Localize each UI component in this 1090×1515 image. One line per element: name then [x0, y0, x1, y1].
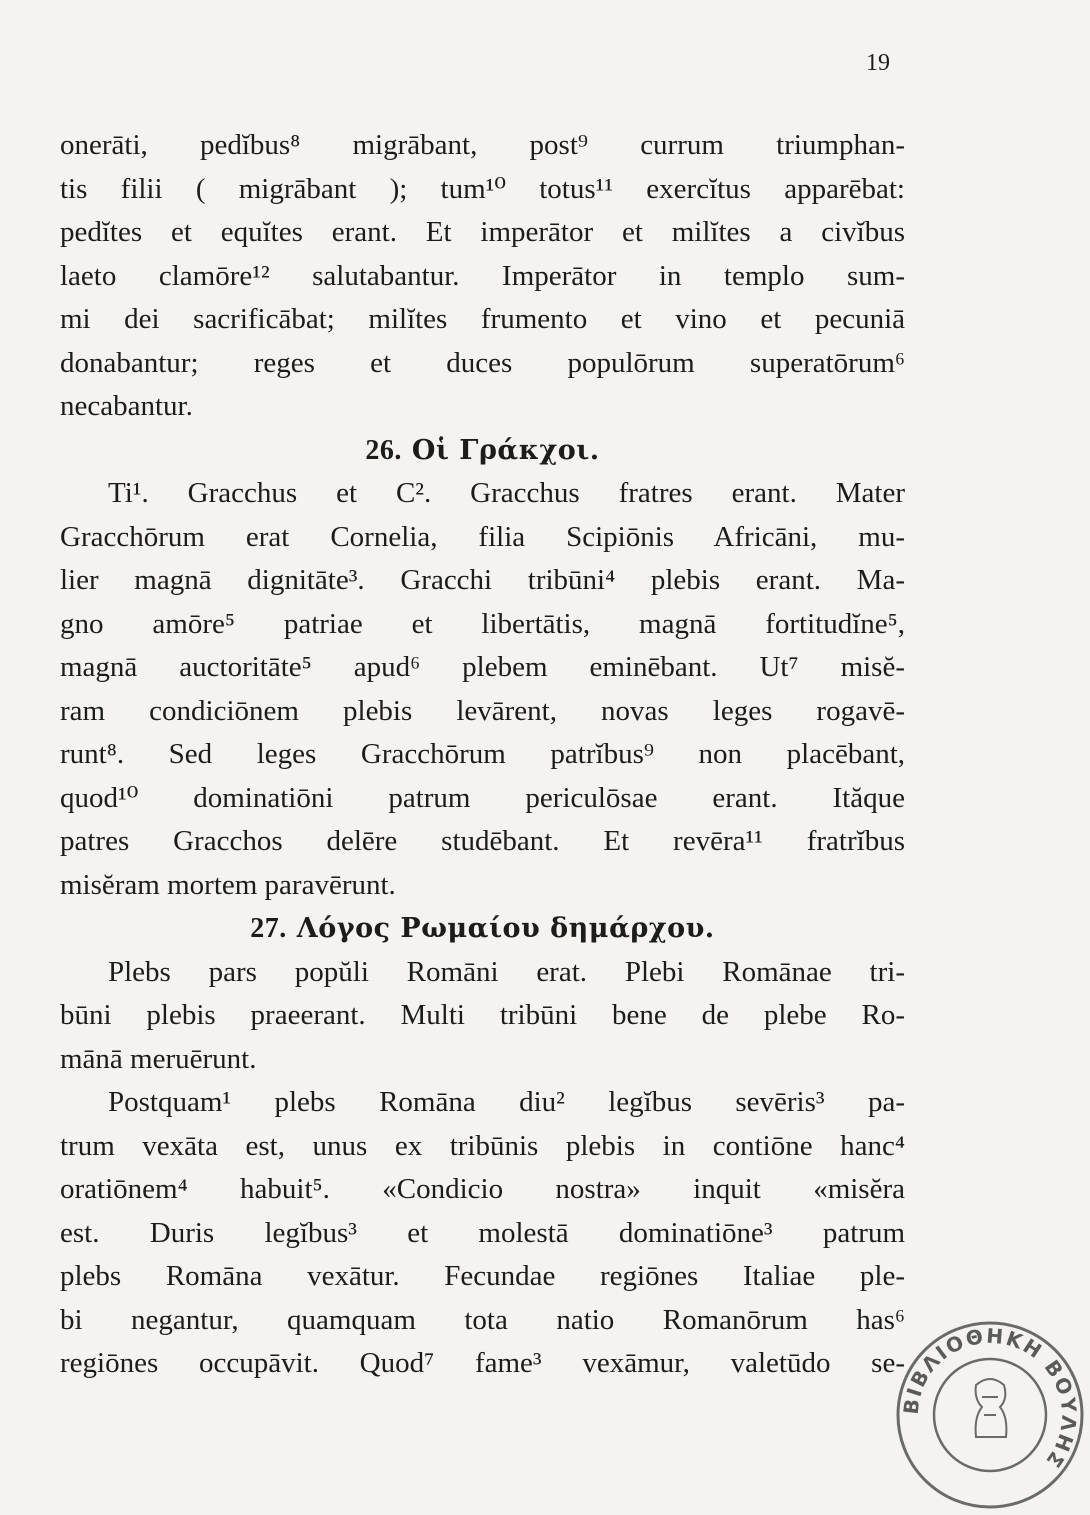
- section-title: Λόγος Ρωμαίου δημάρχου.: [296, 913, 715, 944]
- text-line: laeto clamōre¹² salutabantur. Imperātor in templo sum-: [60, 259, 905, 292]
- section-27-heading: [60, 907, 905, 951]
- text-line: plebs Romāna vexātur. Fecundae regiōnes Italiae ple-: [60, 1260, 905, 1292]
- text-line: patres Gracchos delēre studēbant. Et revēra¹¹ fratrĭbus: [60, 825, 905, 857]
- section-26-paragraph: [60, 472, 905, 907]
- text-line: Ti¹. Gracchus et C². Gracchus fratres erant. Mater: [108, 477, 905, 509]
- text-line: regiōnes occupāvit. Quod⁷ fame³ vexāmur, valetūdo se-: [60, 1347, 905, 1379]
- library-stamp-icon: [890, 1315, 1090, 1515]
- text-line: būni plebis praeerant. Multi tribūni bene de plebe Ro-: [60, 999, 905, 1031]
- text-block: [60, 124, 905, 1386]
- section-27-paragraph-2: [60, 1081, 905, 1386]
- text-line: Postquam¹ plebs Romāna diu² legĭbus sevēris³ pa-: [108, 1086, 905, 1118]
- text-line: lier magnā dignitāte³. Gracchi tribūni⁴ plebis erant. Ma-: [60, 564, 905, 596]
- text-line: runt⁸. Sed leges Gracchōrum patrĭbus⁹ non placēbant,: [60, 738, 905, 770]
- svg-text:ΒΙΒΛΙΟΘΗΚΗ ΒΟΥΛΗΣ: [899, 1324, 1082, 1474]
- text-line: ram condiciōnem plebis levārent, novas leges rogavē-: [60, 694, 905, 727]
- text-line: misĕram mortem paravērunt.: [60, 868, 396, 901]
- text-line: donabantur; reges et duces populōrum superatōrum⁶: [60, 346, 905, 379]
- text-line: Gracchōrum erat Cornelia, filia Scipiōnis Africāni, mu-: [60, 520, 905, 553]
- section-27-paragraph-1: [60, 951, 905, 1082]
- page-number: 19: [866, 50, 890, 76]
- text-line: mi dei sacrificābat; milĭtes frumento et vino et pecuniā: [60, 303, 905, 335]
- text-line: tis filii ( migrābant ); tum¹⁰ totus¹¹ exercĭtus apparēbat:: [60, 172, 905, 205]
- text-line: Plebs pars popŭli Romāni erat. Plebi Romānae tri-: [108, 955, 905, 988]
- text-line: pedĭtes et equĭtes erant. Et imperātor et milĭtes a civĭbus: [60, 216, 905, 248]
- section-number: 26.: [365, 434, 402, 466]
- text-line: est. Duris legĭbus³ et molestā dominatiōne³ patrum: [60, 1216, 905, 1249]
- text-line: trum vexāta est, unus ex tribūnis plebis in contiōne hanc⁴: [60, 1129, 905, 1162]
- text-line: bi negantur, quamquam tota natio Romanōrum has⁶: [60, 1303, 905, 1336]
- text-line: gno amōre⁵ patriae et libertātis, magnā fortitudĭne⁵,: [60, 607, 905, 640]
- text-line: mānā meruērunt.: [60, 1042, 257, 1075]
- section-26-heading: [60, 429, 905, 473]
- text-line: oratiōnem⁴ habuit⁵. «Condicio nostra» inquit «misĕra: [60, 1173, 905, 1205]
- text-line: magnā auctoritāte⁵ apud⁶ plebem eminēbant. Ut⁷ misĕ-: [60, 651, 905, 683]
- text-line: quod¹⁰ dominatiōni patrum periculōsae erant. Ităque: [60, 781, 905, 814]
- section-title: Οἱ Γράκχοι.: [411, 434, 600, 466]
- stamp-text: ΒΙΒΛΙΟΘΗΚΗ ΒΟΥΛΗΣ: [898, 1323, 1082, 1474]
- section-number: 27.: [250, 913, 287, 944]
- intro-paragraph: [60, 124, 905, 429]
- text-line: onerāti, pedĭbus⁸ migrābant, post⁹ currum triumphan-: [60, 129, 905, 161]
- text-line: necabantur.: [60, 390, 193, 422]
